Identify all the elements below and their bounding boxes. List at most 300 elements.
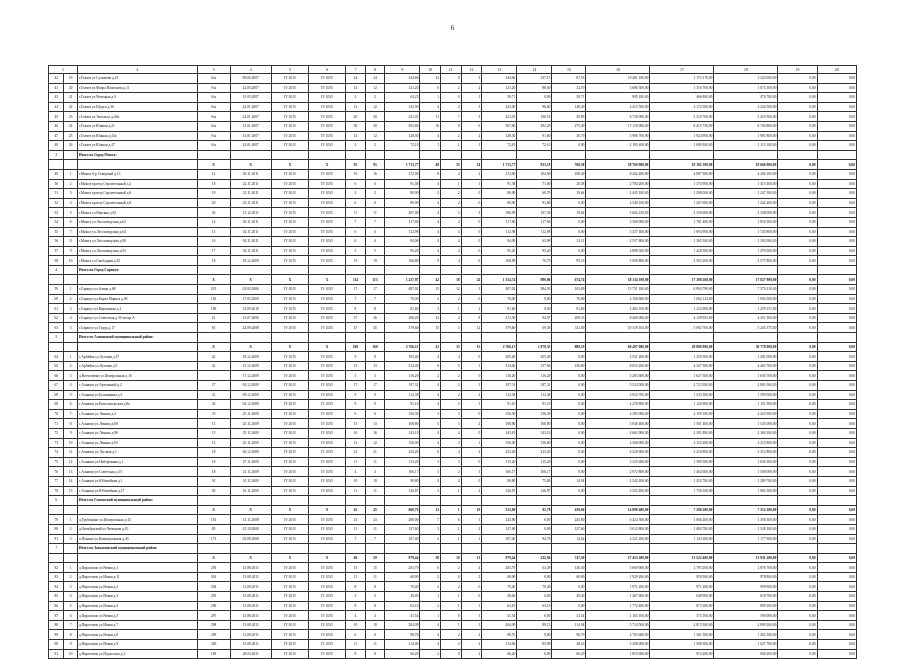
table-cell: 0,00 (778, 160, 817, 170)
table-cell: 13 (346, 361, 366, 371)
table-cell: 4 (441, 217, 462, 227)
table-cell: 67 (49, 381, 64, 391)
table-cell: 6 (346, 409, 366, 419)
table-cell: 0,00 (517, 649, 552, 659)
address-cell: д.Пироговок ул.Новая д.4 (77, 601, 197, 611)
table-cell: 1 929 200,00 (586, 572, 650, 582)
table-cell: 0,00 (778, 198, 817, 208)
table-cell: IV 2015 (271, 361, 308, 371)
table-cell: 09.12.2009 (230, 390, 271, 400)
column-number-cell: 18 (714, 66, 778, 74)
table-cell: IV 2015 (309, 601, 346, 611)
column-number-cell: 13 (482, 66, 517, 74)
table-cell: 2 (420, 649, 441, 659)
table-row (49, 169, 857, 179)
table-cell: 311,00 (552, 323, 586, 333)
table-cell: 10 (441, 553, 462, 563)
table-cell: 1 (461, 179, 482, 189)
table-cell: 0,00 (552, 448, 586, 458)
table-row (49, 246, 857, 256)
table-cell (461, 150, 482, 160)
table-cell: 2 (461, 649, 482, 659)
table-cell: 66,20 (385, 649, 420, 659)
table-cell: 2 (461, 390, 482, 400)
table-cell: IV 2015 (309, 256, 346, 266)
table-cell: 2 (64, 294, 77, 304)
table-cell: 4 662 900,00 (586, 428, 650, 438)
table-cell: 1 177 900,00 (714, 534, 778, 544)
table-row (49, 112, 857, 122)
table-cell: 13 (64, 467, 77, 477)
table-cell: 84 (49, 582, 64, 592)
table-cell: 15 (346, 563, 366, 573)
table-cell: 15 (420, 323, 441, 333)
table-cell: 13 (461, 553, 482, 563)
table-cell: 8 704 800,00 (714, 121, 778, 131)
table-cell: IV 2015 (271, 83, 308, 93)
table-cell: IV 2015 (271, 534, 308, 544)
table-cell (346, 265, 366, 275)
table-cell: 13.08.2011 (230, 592, 271, 602)
table-cell: 17 827 900,00 (714, 275, 778, 285)
table-cell: 87 (49, 611, 64, 621)
table-cell: 7 (49, 544, 64, 554)
table-cell: 4 (346, 611, 366, 621)
table-cell: 02.12.2009 (230, 400, 271, 410)
table-cell: 57 (49, 246, 64, 256)
address-cell: д.Пироговок ул.Новая д.8 (77, 630, 197, 640)
table-cell: 140,30 (552, 563, 586, 573)
table-cell: 10 (346, 476, 366, 486)
table-cell: 0,00 (817, 534, 856, 544)
table-row (49, 630, 857, 640)
table-cell: 83 (49, 572, 64, 582)
section-total-row (49, 553, 857, 563)
table-cell: 22.11.2011 (230, 179, 271, 189)
section-header-row (49, 544, 857, 554)
table-cell: 0,00 (517, 515, 552, 525)
table-cell: 25 (64, 131, 77, 141)
table-cell: 7 (420, 515, 441, 525)
table-cell: 0,00 (778, 611, 817, 621)
table-cell (49, 553, 64, 563)
table-cell: 0,00 (552, 467, 586, 477)
table-cell: 0,00 (552, 409, 586, 419)
address-cell: д.Пироговок ул.Новая д.7 (77, 620, 197, 630)
column-number-cell: 17 (650, 66, 714, 74)
table-cell: IV 2015 (309, 515, 346, 525)
table-cell: 3 052 700,00 (586, 390, 650, 400)
table-cell: б/н (197, 74, 230, 84)
table-cell: 65 (49, 361, 64, 371)
table-cell: 5 (64, 601, 77, 611)
table-cell: 45 (346, 505, 366, 515)
table-cell: 295 (197, 592, 230, 602)
table-cell: 4 368 000,00 (586, 438, 650, 448)
table-cell: 0,00 (778, 352, 817, 362)
table-cell: 0,00 (817, 572, 856, 582)
table-cell: 121,20 (385, 83, 420, 93)
table-cell: 8 (365, 649, 385, 659)
table-cell: 69 (49, 400, 64, 410)
table-row (49, 601, 857, 611)
address-cell (77, 505, 197, 515)
table-row (49, 74, 857, 84)
table-cell: 80,90 (385, 198, 420, 208)
table-cell: 28.03.2011 (230, 649, 271, 659)
table-cell (714, 265, 778, 275)
column-number-cell: 5 (271, 66, 308, 74)
table-cell: 272,00 (385, 169, 420, 179)
table-cell: 112,98 (385, 227, 420, 237)
table-cell: 58,71 (482, 93, 517, 103)
address-cell: г.Сарапул ул.Карла Маркса д.90 (77, 294, 197, 304)
table-cell: 1 232 900,00 (650, 304, 714, 314)
table-cell: 999 900,00 (714, 582, 778, 592)
table-cell: IV 2015 (309, 141, 346, 151)
table-cell: X (309, 275, 346, 285)
table-cell: 1 126 900,00 (650, 400, 714, 410)
table-cell (271, 265, 308, 275)
table-cell: 11 (346, 572, 366, 582)
table-cell: IV 2015 (309, 131, 346, 141)
table-cell: 4 (420, 640, 441, 650)
table-cell: 4 (420, 179, 441, 189)
table-row (49, 198, 857, 208)
table-row (49, 563, 857, 573)
table-cell: 6 (346, 227, 366, 237)
table-cell: 3 (441, 381, 462, 391)
table-cell: 573 100,00 (650, 611, 714, 621)
table-cell: 11 (365, 640, 385, 650)
table-row (49, 476, 857, 486)
table-cell: 760,58 (552, 160, 586, 170)
table-cell: 85,90 (517, 640, 552, 650)
table-row (49, 189, 857, 199)
table-cell: 12 (365, 438, 385, 448)
table-cell: 25.11.2009 (230, 428, 271, 438)
address-cell: с.Алнаши ул.Набережная д.1 (77, 457, 197, 467)
table-cell: 12 (64, 457, 77, 467)
table-cell: 3 (441, 419, 462, 429)
table-cell: IV 2015 (309, 121, 346, 131)
table-cell: 80,90 (385, 189, 420, 199)
table-cell: 81 (197, 323, 230, 333)
table-cell: 107,40 (482, 534, 517, 544)
table-cell: 1 (441, 505, 462, 515)
table-cell: 3 208 000,00 (586, 640, 650, 650)
table-cell: 1 (461, 438, 482, 448)
table-cell: 2 (461, 630, 482, 640)
table-cell: IV 2015 (271, 524, 308, 534)
table-cell: 24.09.2008 (230, 323, 271, 333)
table-cell: 5 714 500,00 (586, 620, 650, 630)
table-cell: 11 (346, 524, 366, 534)
table-cell: 88,50 (517, 83, 552, 93)
table-cell: 204,09 (385, 620, 420, 630)
table-cell (365, 150, 385, 160)
table-cell: 0,00 (552, 582, 586, 592)
table-cell: X (230, 275, 271, 285)
table-cell: 0,00 (778, 448, 817, 458)
table-cell: 92,78 (517, 534, 552, 544)
table-cell: 16 (420, 121, 441, 131)
table-cell: 20 (346, 112, 366, 122)
table-cell: IV 2015 (271, 179, 308, 189)
table-cell: 11 (365, 524, 385, 534)
table-row (49, 361, 857, 371)
address-cell: г.Можга проезд Строительный д.8 (77, 198, 197, 208)
table-cell: 76,00 (482, 294, 517, 304)
table-cell: 5 (441, 102, 462, 112)
table-cell: 2 223 900,00 (714, 409, 778, 419)
table-cell: 17 (365, 381, 385, 391)
table-cell: 7 370 210,00 (714, 285, 778, 295)
address-cell: г.Глазов ул.Чепецкая д.9 (77, 93, 197, 103)
table-cell: 42 (197, 352, 230, 362)
table-cell: 0,00 (778, 285, 817, 295)
table-cell: 0,00 (817, 313, 856, 323)
table-cell: 76,79 (517, 256, 552, 266)
table-cell: 0,00 (778, 323, 817, 333)
table-cell: 0,00 (552, 419, 586, 429)
table-cell: 0,00 (817, 409, 856, 419)
table-cell: 186,09 (482, 208, 517, 218)
table-cell: 2 (461, 524, 482, 534)
table-cell: X (197, 160, 230, 170)
table-cell: 1 247 300,00 (714, 189, 778, 199)
table-cell: 60 (346, 553, 366, 563)
table-cell: X (309, 160, 346, 170)
table-cell: 13.08.2011 (230, 611, 271, 621)
table-cell: 0 (461, 352, 482, 362)
table-cell: 63,98 (517, 237, 552, 247)
table-cell: 1 (461, 141, 482, 151)
table-cell: 221,01 (482, 112, 517, 122)
table-cell: 27.11.2009 (230, 457, 271, 467)
table-cell: 08.05.2007 (230, 74, 271, 84)
table-cell (365, 265, 385, 275)
table-cell: 3 (461, 285, 482, 295)
table-cell: 114,06 (482, 640, 517, 650)
address-cell: д.Пироговок ул.Подлесная д.2 (77, 649, 197, 659)
table-cell: 20,38 (552, 179, 586, 189)
address-cell: д.Трубицино ул.Центральная д.43 (77, 515, 197, 525)
table-cell: 3 (365, 371, 385, 381)
table-cell: 297 (197, 611, 230, 621)
table-cell: IV 2015 (271, 112, 308, 122)
table-cell: 76,00 (385, 294, 420, 304)
table-cell: 2 (420, 601, 441, 611)
table-cell: 1 237,97 (385, 275, 420, 285)
table-cell: 8 053 200,00 (586, 361, 650, 371)
table-cell (197, 544, 230, 554)
table-cell: 13.12.2011 (230, 208, 271, 218)
table-cell: 84,09 (482, 237, 517, 247)
table-cell: 13 522 400,00 (650, 553, 714, 563)
table-cell: 0,00 (817, 169, 856, 179)
table-cell: 6 529 600,00 (586, 448, 650, 458)
address-cell: Итого по Завьяловский муниципальный район: (77, 544, 197, 554)
table-cell: 3 (346, 592, 366, 602)
table-row (49, 237, 857, 247)
table-cell: 25.11.2009 (230, 409, 271, 419)
table-cell: 2 330 600,00 (650, 208, 714, 218)
table-cell: IV 2015 (309, 467, 346, 477)
table-cell: 06.12.2009 (230, 448, 271, 458)
table-cell (778, 544, 817, 554)
table-cell: 95 (346, 160, 366, 170)
table-cell: 487,02 (482, 285, 517, 295)
table-cell: X (230, 160, 271, 170)
table-cell: 0,00 (778, 572, 817, 582)
table-cell: 0,00 (552, 217, 586, 227)
table-cell: 02.12.2009 (230, 381, 271, 391)
table-cell: 3 216 800,00 (650, 448, 714, 458)
table-cell: 16 (365, 169, 385, 179)
table-cell: IV 2015 (309, 304, 346, 314)
table-cell: 13.08.2011 (230, 630, 271, 640)
table-cell: 61 (49, 304, 64, 314)
table-cell: 1 428 300,00 (650, 246, 714, 256)
column-number-cell: 20 (817, 66, 856, 74)
table-cell: 51 (49, 189, 64, 199)
table-cell: 7 (365, 534, 385, 544)
table-row (49, 572, 857, 582)
table-cell: 1 802 300,00 (714, 486, 778, 496)
table-cell: 233,20 (517, 448, 552, 458)
address-cell: г.Глазов ул.Южная д.47 (77, 141, 197, 151)
table-cell: 300 (197, 640, 230, 650)
table-cell: 13 (197, 227, 230, 237)
address-cell: Итого по Глазовский муниципальный район: (77, 496, 197, 506)
table-cell: IV 2015 (271, 601, 308, 611)
table-cell: 1 580 300,00 (650, 640, 714, 650)
table-cell: 233,20 (385, 448, 420, 458)
table-cell: 1 442 400,00 (714, 198, 778, 208)
table-cell: 24 (365, 74, 385, 84)
table-cell: 91,60 (517, 198, 552, 208)
table-cell: 4 463 700,00 (714, 361, 778, 371)
table-cell: 532,00 (482, 505, 517, 515)
table-cell (64, 160, 77, 170)
table-cell (650, 544, 714, 554)
table-cell: 0,00 (778, 304, 817, 314)
table-cell: IV 2015 (309, 428, 346, 438)
table-cell: 3 (441, 409, 462, 419)
table-cell: 4 (441, 246, 462, 256)
address-cell: с.Арбайка ул.Луговая д.9 (77, 361, 197, 371)
table-cell: IV 2015 (309, 524, 346, 534)
table-cell: 14,62 (552, 534, 586, 544)
table-cell: 245,00 (482, 102, 517, 112)
address-cell: с.Алнаши ул.Ленина д.2 (77, 409, 197, 419)
table-cell: 6 (346, 630, 366, 640)
table-cell: IV 2015 (309, 294, 346, 304)
section-header-row (49, 265, 857, 275)
table-cell: 3 (441, 438, 462, 448)
table-cell: 2 (441, 131, 462, 141)
table-cell: 02.11.2011 (230, 169, 271, 179)
table-cell: 58 (49, 256, 64, 266)
table-cell: 4 (420, 630, 441, 640)
table-cell: 31.05.2007 (230, 93, 271, 103)
table-cell: 91 (197, 476, 230, 486)
table-cell: 13.08.2011 (230, 582, 271, 592)
table-cell: IV 2015 (309, 237, 346, 247)
table-cell: 4 (420, 381, 441, 391)
table-cell: 9 (346, 352, 366, 362)
table-cell: 0 (461, 217, 482, 227)
table-cell (461, 496, 482, 506)
table-cell: 0,00 (817, 208, 856, 218)
table-cell: 1 143 300,00 (650, 534, 714, 544)
table-cell: 5 669 900,00 (586, 563, 650, 573)
table-cell: 1 208 000,00 (650, 189, 714, 199)
table-cell: 60,70 (517, 189, 552, 199)
table-cell: 4 (420, 217, 441, 227)
table-cell: 0 (461, 189, 482, 199)
table-cell: 56 (49, 237, 64, 247)
table-cell: 0,00 (778, 246, 817, 256)
address-cell (77, 275, 197, 285)
table-cell: 13.08.2011 (230, 620, 271, 630)
table-cell: 24 (346, 74, 366, 84)
table-cell: 49 (420, 160, 441, 170)
table-row (49, 208, 857, 218)
address-cell: д.Вотчелевки ул.Центральная д.16 (77, 371, 197, 381)
table-cell: 127,60 (482, 524, 517, 534)
table-cell: 747,50 (552, 553, 586, 563)
table-cell: 88 (49, 620, 64, 630)
table-cell: 02.11.2011 (230, 246, 271, 256)
table-cell: 145,00 (385, 102, 420, 112)
table-row (49, 93, 857, 103)
table-cell: 1 289 700,00 (714, 476, 778, 486)
table-cell: 78 (49, 486, 64, 496)
table-cell: 18 (197, 448, 230, 458)
table-cell: 1 545 000,00 (714, 419, 778, 429)
table-cell: 0,00 (778, 294, 817, 304)
table-cell (441, 544, 462, 554)
table-cell: 11 (365, 457, 385, 467)
table-cell: 0,00 (817, 198, 856, 208)
table-cell: 9 (64, 640, 77, 650)
table-cell: 91,10 (517, 400, 552, 410)
table-cell: 0,00 (817, 131, 856, 141)
table-cell: 2 (420, 294, 441, 304)
table-cell: 298 (197, 620, 230, 630)
table-cell: 6 (441, 515, 462, 525)
table-cell: 0,00 (817, 121, 856, 131)
table-cell: 71 (49, 419, 64, 429)
table-cell: 2 784 200,00 (586, 179, 650, 189)
address-cell: г.Сарапул ул.Азина д.68 (77, 285, 197, 295)
table-cell: 2 898 300,00 (586, 246, 650, 256)
table-cell (420, 544, 441, 554)
table-cell: 13 (197, 428, 230, 438)
table-cell: IV 2015 (309, 438, 346, 448)
table-cell: 02.11.2011 (230, 217, 271, 227)
table-cell: 02.11.2011 (230, 237, 271, 247)
table-cell (482, 265, 517, 275)
table-cell: 205,40 (482, 352, 517, 362)
table-cell: 2 (365, 141, 385, 151)
table-cell: IV 2015 (309, 198, 346, 208)
table-cell: 3 437 400,00 (586, 227, 650, 237)
address-cell: д.Пироговок ул.Новая д.5 (77, 611, 197, 621)
table-cell: 0,00 (817, 486, 856, 496)
